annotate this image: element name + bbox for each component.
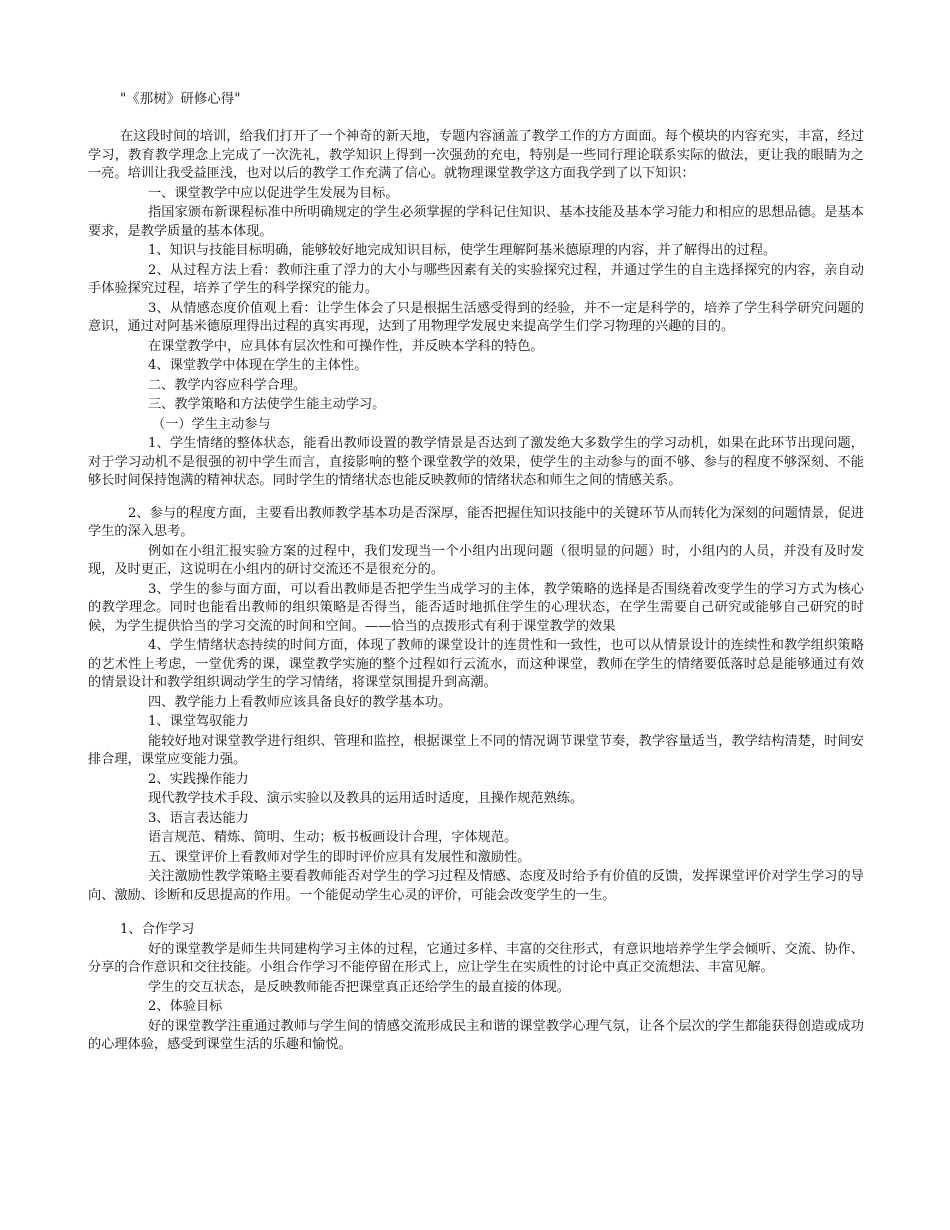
subsection-heading: 2、实践操作能力 — [148, 771, 249, 787]
paragraph: 好的课堂教学注重通过教师与学生间的情感交流形成民主和谐的课堂教学心理气氛，让各个层次的学生都能获得创造或成功的心理体验，感受到课堂生活的乐趣和愉悦。 — [88, 1018, 864, 1052]
subsection-heading: 1、课堂驾驭能力 — [148, 714, 249, 729]
paragraph: 现代教学技术手段、演示实验以及教具的运用适时适度，且操作规范熟练。 — [148, 791, 584, 806]
paragraph: 能较好地对课堂教学进行组织、管理和监控，根据课堂上不同的情况调节课堂节奏，教学容量适当，教学结构清楚，时间安排合理，课堂应变能力强。 — [88, 733, 864, 767]
section-heading: 三、教学策略和方法使学生能主动学习。 — [148, 397, 386, 412]
section-heading: 一、课堂教学中应以促进学生发展为目标。 — [148, 185, 399, 201]
paragraph: 2、参与的程度方面，主要看出教师教学基本功是否深厚，能否把握住知识技能中的关键环节从而转化为深刻的问题情景，促进学生的深入思考。 — [88, 505, 864, 539]
section-heading: 二、教学内容应科学合理。 — [148, 377, 307, 393]
paragraph: 学生的交互状态，是反映教师能否把课堂真正还给学生的最直接的体现。 — [148, 979, 570, 995]
paragraph: 例如在小组汇报实验方案的过程中，我们发现当一个小组内出现问题（很明显的问题）时，小组内的人员，并没有及时发现，及时更正，这说明在小组内的研讨交流还不是很充分的。 — [88, 543, 864, 577]
paragraph: 3、从情感态度价值观上看：让学生体会了只是根据生活感受得到的经验，并不一定是科学的，培养了学生科学研究问题的意识，通过对阿基米德原理得出过程的真实再现，达到了用物理学发展史来提高学生们学习物理的兴趣的目的。 — [88, 300, 864, 334]
paragraph: 4、课堂教学中体现在学生的主体性。 — [148, 358, 368, 373]
paragraph: 2、从过程方法上看：教师注重了浮力的大小与哪些因素有关的实验探究过程，并通过学生的自主选择探究的内容，亲自动手体验探究过程，培养了学生的科学探究的能力。 — [88, 262, 864, 296]
document-title: "《那树》研修心得" — [120, 91, 241, 107]
subsection-heading: 1、合作学习 — [120, 922, 195, 937]
paragraph: 在这段时间的培训，给我们打开了一个神奇的新天地，专题内容涵盖了教学工作的方方面面。每个模块的内容充实，丰富，经过学习，教育教学理念上完成了一次洗礼，教学知识上得到一次强劲的充电，特别是一些同行理论联系实际的做法，更让我的眼睛为之一亮。培训让我受益匪浅，也对以后的教学工作充满了信心。就物理课堂教学这方面我学到了以下知识： — [88, 129, 864, 181]
paragraph: 语言规范、精炼、简明、生动；板书板画设计合理，字体规范。 — [148, 830, 518, 845]
section-heading: 五、课堂评价上看教师对学生的即时评价应具有发展性和激励性。 — [148, 849, 531, 865]
paragraph: 关注激励性教学策略主要看教师能否对学生的学习过程及情感、态度及时给予有价值的反馈，发挥课堂评价对学生学习的导向、激励、诊断和反思提高的作用。一个能促动学生心灵的评价，可能会改变学生的一生。 — [88, 869, 864, 903]
subsection-heading: （一）学生主动参与 — [152, 416, 271, 432]
paragraph: 3、学生的参与面方面，可以看出教师是否把学生当成学习的主体，教学策略的选择是否围绕着改变学生的学习方式为核心的教学理念。同时也能看出教师的组织策略是否得当，能否适时地抓住学生的心理状态，在学生需要自己研究或能够自己研究的时候，为学生提供恰当的学习交流的时间和空间。——恰当的点拨形式有利于课堂教学的效果 — [88, 581, 864, 634]
paragraph: 1、知识与技能目标明确，能够较好地完成知识目标，使学生理解阿基米德原理的内容，并了解得出的过程。 — [148, 243, 777, 258]
subsection-heading: 2、体验目标 — [148, 999, 223, 1014]
paragraph: 在课堂教学中，应具体有层次性和可操作性，并反映本学科的特色。 — [148, 338, 544, 354]
paragraph: 4、学生情绪状态持续的时间方面，体现了教师的课堂设计的连贯性和一致性，也可以从情景设计的连续性和教学组织策略的艺术性上考虑，一堂优秀的课，课堂教学实施的整个过程如行云流水，而这种课堂，教师在学生的情绪要低落时总是能够通过有效的情景设计和教学组织调动学生的学习情绪，将课堂氛围提升到高潮。 — [88, 638, 864, 690]
paragraph: 好的课堂教学是师生共同建构学习主体的过程，它通过多样、丰富的交往形式，有意识地培养学生学会倾听、交流、协作、分享的合作意识和交往技能。小组合作学习不能停留在形式上，应让学生在实质性的讨论中真正交流想法、丰富见解。 — [88, 941, 864, 975]
document-body — [88, 128, 864, 1056]
paragraph: 指国家颁布新课程标准中所明确规定的学生必须掌握的学科记住知识、基本技能及基本学习能力和相应的思想品德。是基本要求，是教学质量的基本体现。 — [88, 205, 864, 239]
paragraph: 1、学生情绪的整体状态，能看出教师设置的教学情景是否达到了激发绝大多数学生的学习动机，如果在此环节出现问题，对于学习动机不是很强的初中学生而言，直接影响的整个课堂教学的效果，使学生的主动参与的面不够、参与的程度不够深刻、不能够长时间保持饱满的精神状态。同时学生的情绪状态也能反映教师的情绪状态和师生之间的情感关系。 — [88, 436, 864, 488]
section-heading: 四、教学能力上看教师应该具备良好的教学基本功。 — [148, 694, 452, 710]
subsection-heading: 3、语言表达能力 — [148, 810, 249, 826]
